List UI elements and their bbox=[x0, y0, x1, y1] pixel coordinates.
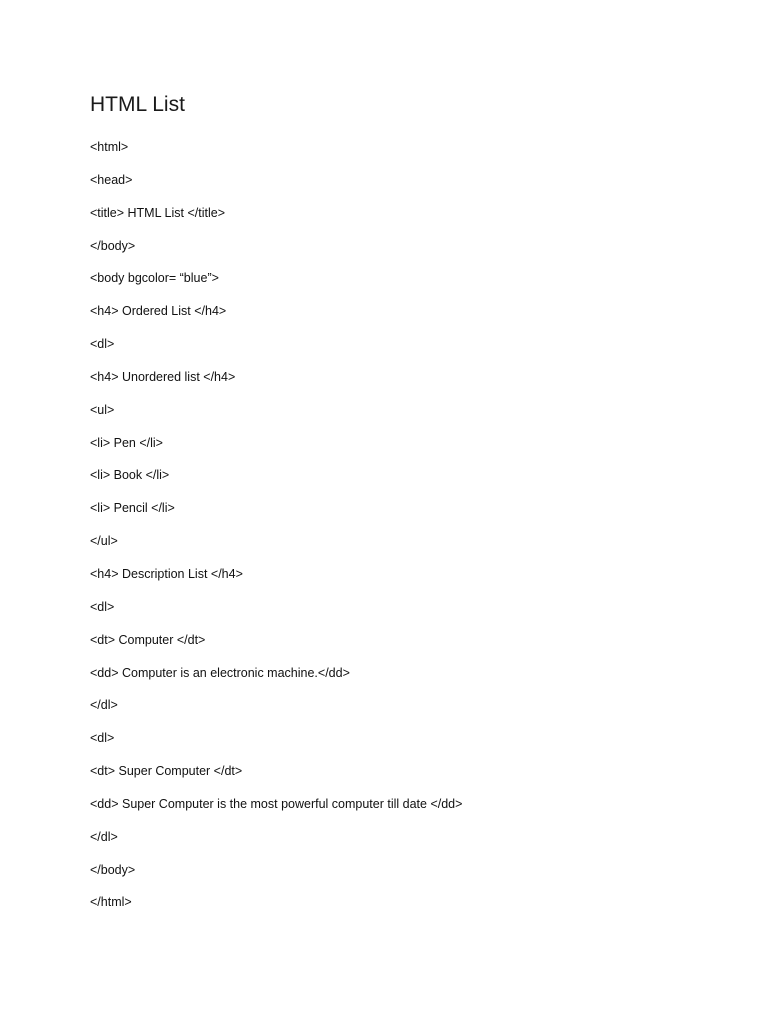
code-line: <dt> Super Computer </dt> bbox=[90, 764, 243, 779]
code-line: <h4> Unordered list </h4> bbox=[90, 369, 236, 384]
code-line: <html> bbox=[90, 140, 129, 154]
code-line: </ul> bbox=[90, 534, 118, 549]
code-line: <head> bbox=[90, 172, 133, 187]
code-line: </dl> bbox=[90, 829, 118, 844]
code-line: <dl> bbox=[90, 337, 115, 352]
code-line: <li> Book </li> bbox=[90, 468, 170, 483]
code-line: <body bgcolor= “blue”> bbox=[90, 271, 219, 286]
code-line: <dt> Computer </dt> bbox=[90, 632, 206, 647]
code-line: <dd> Super Computer is the most powerful computer till date </dd> bbox=[90, 796, 463, 811]
code-line: <h4> Ordered List </h4> bbox=[90, 304, 227, 319]
code-line: </html> bbox=[90, 895, 132, 910]
code-line: <li> Pencil </li> bbox=[90, 501, 175, 516]
code-line: </body> bbox=[90, 238, 136, 253]
code-line: <ul> bbox=[90, 402, 115, 417]
document-title: HTML List bbox=[90, 93, 185, 116]
code-listing bbox=[90, 138, 462, 926]
code-line: <li> Pen </li> bbox=[90, 435, 163, 450]
code-line: <dd> Computer is an electronic machine.</dd> bbox=[90, 665, 350, 680]
code-line: </dl> bbox=[90, 698, 118, 713]
code-line: </body> bbox=[90, 862, 136, 877]
code-line: <dl> bbox=[90, 731, 115, 746]
code-line: <dl> bbox=[90, 599, 115, 614]
code-line: <title> HTML List </title> bbox=[90, 205, 226, 220]
code-line: <h4> Description List </h4> bbox=[90, 566, 243, 581]
